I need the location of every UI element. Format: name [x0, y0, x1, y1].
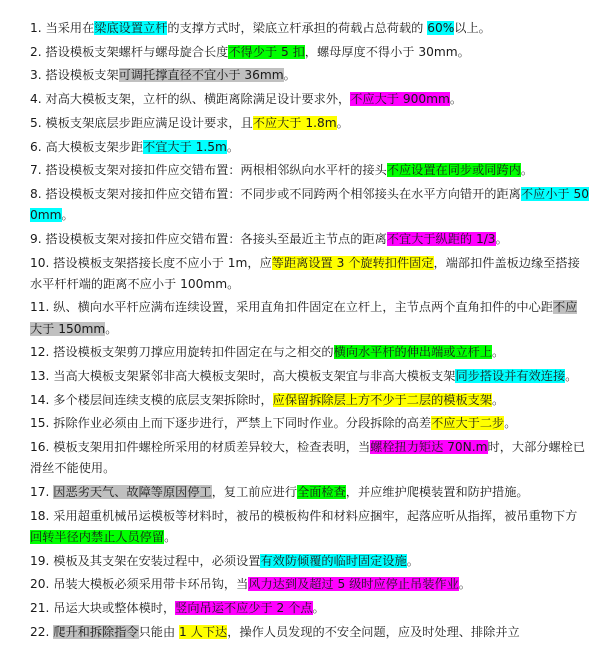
list-item [30, 184, 589, 226]
item-text: 。 [520, 163, 534, 178]
highlighted-text: 应保留拆除层上方不少于二层的模板支架 [272, 392, 493, 407]
item-text: 6. 高大模板支架步距 [30, 139, 144, 154]
list-item [30, 113, 589, 134]
highlighted-text: 回转半径内禁止人员停留 [30, 529, 165, 544]
item-text: 15. 拆除作业必须由上而下逐步进行，严禁上下同时作业。分段拆除的高差 [30, 416, 432, 431]
highlighted-text: 同步搭设并有效连接 [455, 369, 566, 384]
list-item [30, 297, 589, 339]
list-item [30, 229, 589, 250]
item-text: 。 [406, 553, 419, 568]
list-item [30, 437, 589, 479]
item-text: 16. 模板支架用扣件螺栓所采用的材质差异较大，检查表明，当 [30, 440, 371, 455]
item-text: 。 [492, 345, 505, 360]
highlighted-text: 有效防倾覆的临时固定设施 [260, 553, 407, 568]
item-text: 14. 多个楼层间连续支模的底层支架拆除时， [30, 392, 273, 407]
item-text: 。 [164, 529, 177, 544]
item-text: 。 [336, 115, 349, 130]
item-text: 。 [504, 416, 517, 431]
item-text: 7. 搭设模板支架对接扣件应交错布置：两根相邻纵向水平杆的接头 [30, 163, 387, 178]
item-text: ，端部扣件盖板边缘至搭接水平杆杆端的距离不应小于 100mm。 [30, 255, 580, 291]
item-text: 11. 纵、横向水平杆应满布连续设置，采用直角扣件固定在立杆上，主节点两个直角扣件的中心距 [30, 300, 553, 315]
list-item [30, 137, 589, 158]
highlighted-text: 等距离设置 3 个旋转扣件固定 [271, 255, 434, 270]
item-text: 8. 搭设模板支架对接扣件应交错布置：不同步或不同跨两个相邻接头在水平方向错开的距离 [30, 186, 521, 201]
item-text: ，复工前应进行 [211, 485, 298, 500]
list-item [30, 413, 589, 434]
highlighted-text: 不宜大于 1.5m [143, 139, 227, 154]
list-item [30, 366, 589, 387]
highlighted-text: 可调托撑直径不宜小于 36mm [118, 68, 284, 83]
item-text: 。 [312, 601, 325, 616]
highlighted-text: 不得少于 5 扣 [228, 44, 305, 59]
item-text: 。 [495, 231, 508, 246]
list-item [30, 18, 589, 39]
item-text: ，螺母厚度不得小于 30mm。 [304, 44, 470, 59]
item-text: 。 [458, 577, 471, 592]
item-text: 2. 搭设模板支架螺杆与螺母旋合长度 [30, 44, 229, 59]
item-text: 4. 对高大模板支架，立杆的纵、横距离除满足设计要求外， [30, 92, 351, 107]
highlighted-text: 全面检查 [297, 485, 346, 500]
item-text: 。 [283, 68, 296, 83]
item-text: ，操作人员发现的不安全问题，应及时处理、排除并立 [227, 624, 520, 639]
highlighted-text: 风力达到及超过 5 级时应停止吊装作业 [248, 577, 459, 592]
item-text: 21. 吊运大块或整体模时， [30, 601, 176, 616]
highlighted-text: 梁底设置立杆 [94, 21, 168, 35]
item-text: 。 [565, 369, 578, 384]
highlighted-text: 不应设置在同步或同跨内 [386, 163, 521, 178]
highlighted-text: 不宜大于纵距的 1/3 [386, 231, 496, 246]
list-item [30, 598, 589, 619]
highlighted-text: 不应大于 150mm [30, 300, 578, 336]
highlighted-text: 竖向吊运不应少于 2 个点 [175, 601, 313, 616]
item-text: 3. 搭设模板支架 [30, 68, 119, 83]
item-text: 10. 搭设模板支架搭接长度不应小于 1m，应 [30, 255, 272, 270]
highlighted-text: 不应大于 1.8m [252, 115, 337, 130]
highlighted-text: 不应小于 500mm [30, 186, 589, 223]
list-item [30, 253, 589, 295]
item-text: 13. 当高大模板支架紧邻非高大模板支架时，高大模板支架宜与非高大模板支架 [30, 369, 456, 384]
item-text: 5. 模板支架底层步距应满足设计要求，且 [30, 115, 253, 130]
item-text: 22. [30, 624, 54, 639]
list-item [30, 160, 589, 181]
highlighted-text: 因恶劣天气、故障等原因停工 [53, 485, 212, 500]
list-item [30, 506, 589, 548]
item-text: 1. 当采用在 [30, 21, 95, 35]
item-text: 。 [61, 208, 74, 223]
highlighted-text: 爬升和拆除指令 [53, 624, 139, 639]
list-item [30, 551, 589, 572]
list-item [30, 342, 589, 363]
highlighted-text: 横向水平杆的伸出端或立杆上 [333, 345, 493, 360]
highlighted-text: 1 人下达 [179, 624, 228, 639]
list-item [30, 390, 589, 411]
list-item [30, 42, 589, 63]
item-text: 9. 搭设模板支架对接扣件应交错布置：各接头至最近主节点的距离 [30, 231, 387, 246]
highlighted-text: 不应大于 900mm [350, 92, 450, 107]
item-text: 的支撑方式时，梁底立杆承担的荷载占总荷载的 [167, 21, 428, 35]
item-text: 。 [226, 139, 240, 154]
item-text: 19. 模板及其支架在安装过程中，必须设置 [30, 553, 261, 568]
list-item [30, 574, 589, 595]
item-text: 12. 搭设模板支架剪刀撑应用旋转扣件固定在与之相交的 [30, 345, 334, 360]
list-item [30, 65, 589, 86]
item-text: 。 [449, 92, 463, 107]
highlighted-text: 不应大于二步 [431, 416, 505, 431]
item-text: 18. 采用超重机械吊运模板等材料时，被吊的模板构件和材料应捆牢，起落应听从指挥，被吊重物下方 [30, 508, 578, 523]
item-text: ，并应维护爬模装置和防护措施。 [345, 485, 529, 500]
item-text: 17. [30, 485, 54, 500]
item-text: 20. 吊装大模板必须采用带卡环吊钩，当 [30, 577, 249, 592]
list-item [30, 89, 589, 110]
highlighted-text: 螺栓扭力矩达 70N.m [370, 440, 488, 455]
item-text: 只能由 [138, 624, 180, 639]
item-text: 。 [492, 392, 505, 407]
list-item [30, 482, 589, 503]
item-text: 。 [105, 321, 118, 336]
list-item [30, 622, 589, 643]
highlighted-text: 60% [427, 21, 455, 35]
item-text: 以上。 [454, 21, 491, 35]
item-text: 时，大部分螺栓已滑丝不能使用。 [30, 440, 586, 476]
